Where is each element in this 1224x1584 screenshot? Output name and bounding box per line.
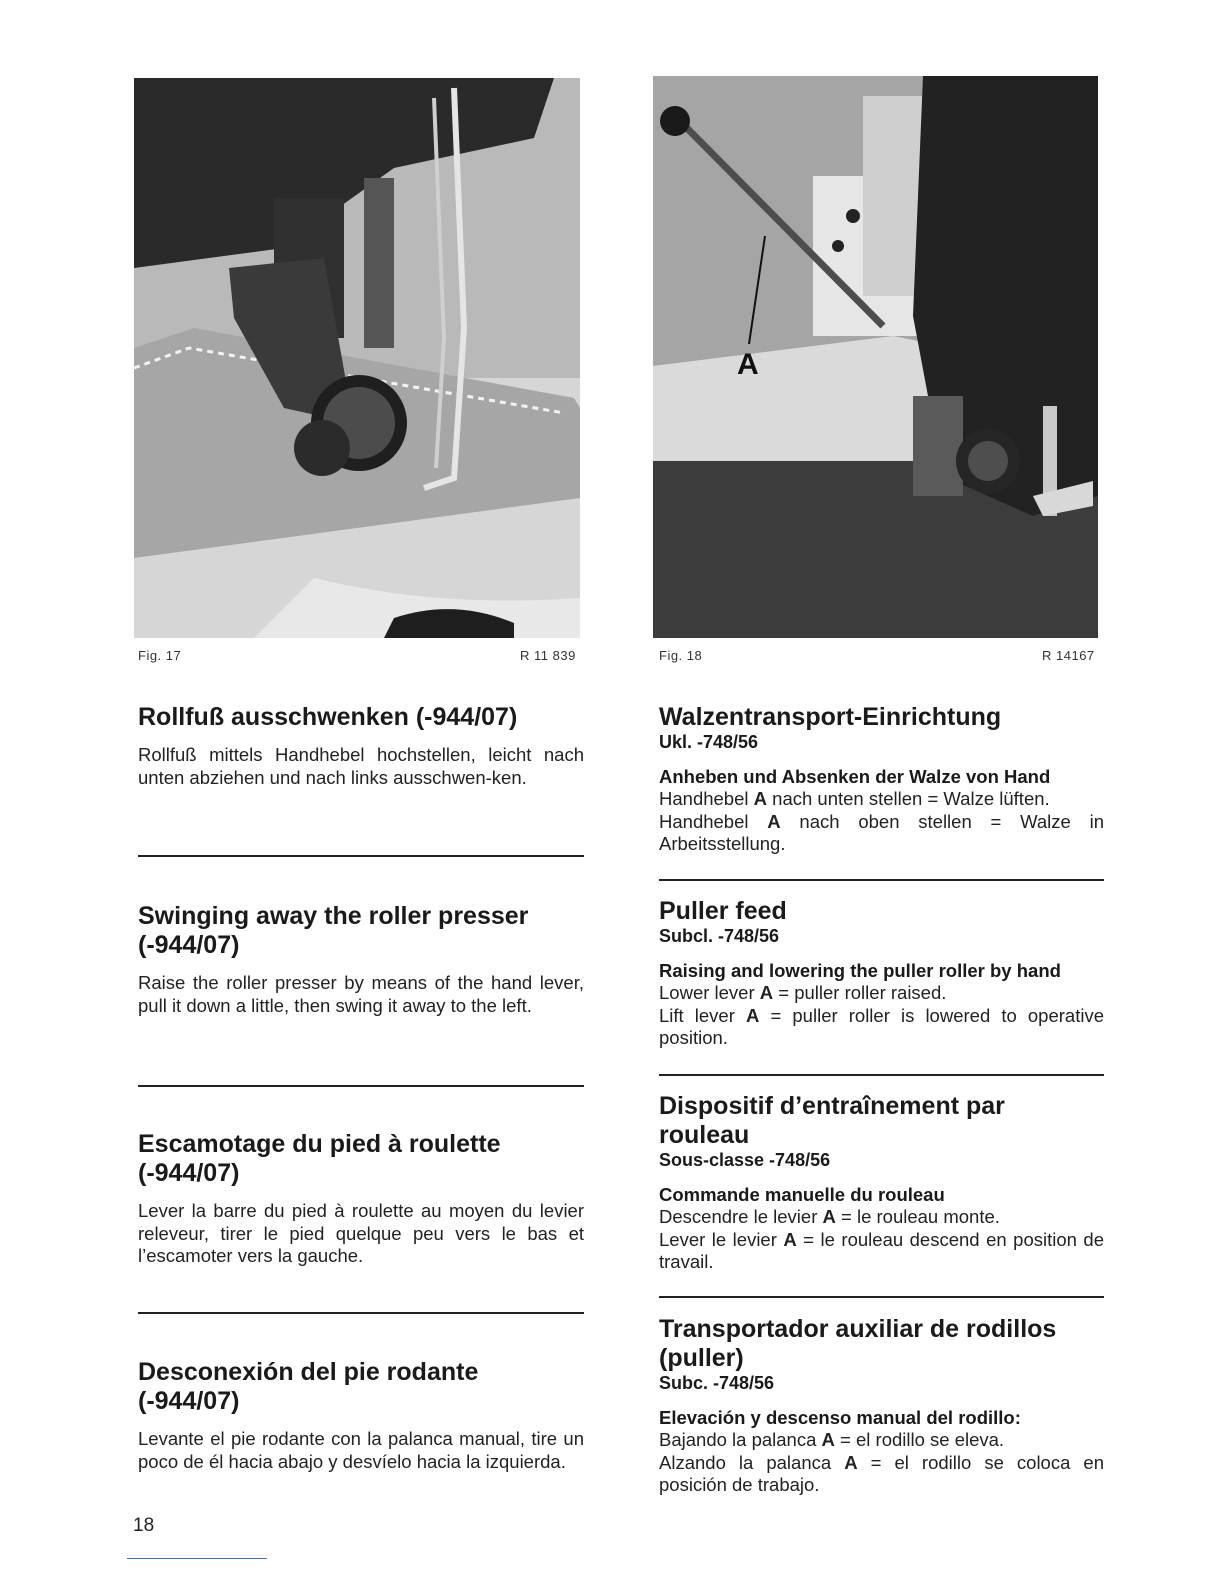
left-es-body: Levante el pie rodante con la palanca manual, tire un poco de él hacia abajo y desvíelo hacia la izquierda. bbox=[138, 1428, 584, 1472]
right-en-title: Puller feed bbox=[659, 897, 787, 925]
figure-18-ref: R 14167 bbox=[1042, 648, 1095, 663]
right-fr-line2: Lever le levier A = le rouleau descend en position de travail. bbox=[659, 1228, 1104, 1272]
figure-17-photo bbox=[134, 78, 580, 638]
left-es-section bbox=[138, 1358, 584, 1473]
figure-18-photo bbox=[653, 76, 1098, 638]
page-number: 18 bbox=[133, 1515, 155, 1536]
right-de-section bbox=[659, 703, 1104, 856]
left-en-section bbox=[138, 902, 584, 1017]
divider bbox=[659, 879, 1104, 881]
right-en-subhead: Raising and lowering the puller roller by hand bbox=[659, 960, 1061, 981]
right-de-subhead: Anheben und Absenken der Walze von Hand bbox=[659, 766, 1051, 787]
puller-feed-photo bbox=[653, 76, 1098, 638]
figure-18-label: Fig. 18 bbox=[659, 648, 703, 663]
left-fr-section bbox=[138, 1130, 584, 1268]
divider bbox=[138, 855, 584, 857]
right-es-section bbox=[659, 1315, 1104, 1497]
right-en-subclass: Subcl. -748/56 bbox=[659, 926, 780, 946]
divider bbox=[138, 1085, 584, 1087]
right-es-line1: Bajando la palanca A = el rodillo se eleva. bbox=[659, 1429, 1005, 1450]
right-es-subclass: Subc. -748/56 bbox=[659, 1373, 775, 1393]
left-de-title: Rollfuß ausschwenken (-944/07) bbox=[138, 703, 518, 731]
left-es-title-2: (-944/07) bbox=[138, 1387, 240, 1415]
left-de-body: Rollfuß mittels Handhebel hochstellen, leicht nach unten abziehen und nach links ausschwen-ken. bbox=[138, 744, 584, 788]
divider bbox=[659, 1296, 1104, 1298]
left-en-body: Raise the roller presser by means of the hand lever, pull it down a little, then swing it away to the left. bbox=[138, 972, 584, 1016]
left-es-title-1: Desconexión del pie rodante bbox=[138, 1358, 479, 1386]
right-en-section bbox=[659, 897, 1104, 1050]
left-en-title-2: (-944/07) bbox=[138, 931, 240, 959]
right-de-title: Walzentransport-Einrichtung bbox=[659, 703, 1002, 731]
right-fr-title-2: rouleau bbox=[659, 1121, 750, 1149]
footer-line bbox=[127, 1558, 267, 1559]
right-es-subhead: Elevación y descenso manual del rodillo: bbox=[659, 1407, 1021, 1428]
roller-presser-photo bbox=[134, 78, 580, 638]
divider bbox=[659, 1074, 1104, 1076]
right-fr-line1: Descendre le levier A = le rouleau monte. bbox=[659, 1206, 1000, 1227]
left-fr-title-1: Escamotage du pied à roulette bbox=[138, 1130, 501, 1158]
right-es-title-1: Transportador auxiliar de rodillos bbox=[659, 1315, 1057, 1343]
right-fr-subhead: Commande manuelle du rouleau bbox=[659, 1184, 945, 1205]
left-fr-body: Lever la barre du pied à roulette au moyen du levier releveur, tirer le pied quelque peu vers le bas et l’escamoter vers la gauche. bbox=[138, 1200, 584, 1266]
figure-17-label: Fig. 17 bbox=[138, 648, 182, 663]
right-fr-subclass: Sous-classe -748/56 bbox=[659, 1150, 831, 1170]
figure-17-ref: R 11 839 bbox=[520, 648, 576, 663]
callout-a: A bbox=[737, 348, 759, 381]
right-es-title-2: (puller) bbox=[659, 1344, 744, 1372]
right-fr-section bbox=[659, 1092, 1104, 1274]
divider bbox=[138, 1312, 584, 1314]
right-de-line1: Handhebel A nach unten stellen = Walze lüften. bbox=[659, 788, 1050, 809]
right-en-line1: Lower lever A = puller roller raised. bbox=[659, 982, 947, 1003]
left-de-section bbox=[138, 703, 584, 789]
right-es-line2: Alzando la palanca A = el rodillo se coloca en posición de trabajo. bbox=[659, 1451, 1104, 1495]
right-de-subclass: Ukl. -748/56 bbox=[659, 732, 759, 752]
right-fr-title-1: Dispositif d’entraînement par bbox=[659, 1092, 1005, 1120]
right-en-line2: Lift lever A = puller roller is lowered to operative position. bbox=[659, 1004, 1104, 1048]
right-de-line2: Handhebel A nach oben stellen = Walze in Arbeitsstellung. bbox=[659, 810, 1104, 854]
left-fr-title-2: (-944/07) bbox=[138, 1159, 240, 1187]
left-en-title-1: Swinging away the roller presser bbox=[138, 902, 529, 930]
